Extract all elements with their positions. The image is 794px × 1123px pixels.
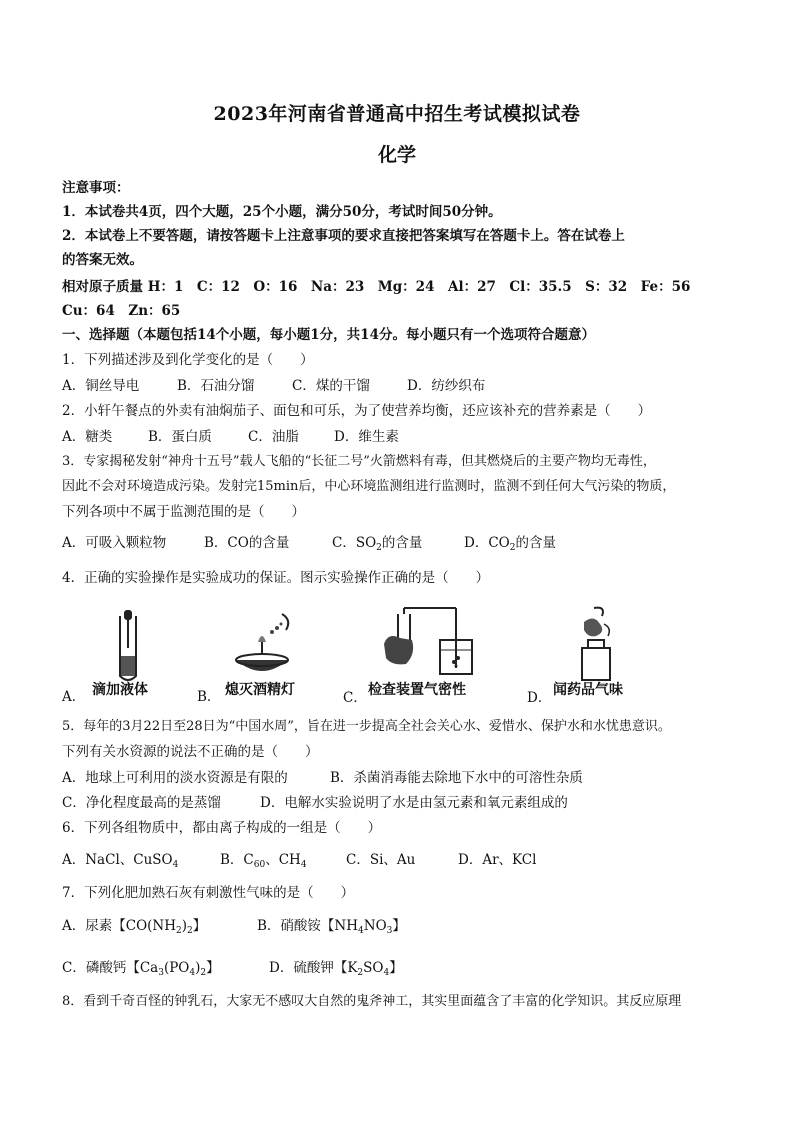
question-1-options [62,374,485,394]
figure-c-label: 检查装置气密性 [368,682,466,698]
section-heading: 一、选择题（本题包括14个小题，每小题1分，共14分。每小题只有一个选项符合题意） [62,327,595,343]
question-5-options-row-1 [62,766,583,786]
figure-b-letter: B． [197,689,221,705]
question-2-stem: 2．小轩午餐点的外卖有油焖茄子、面包和可乐，为了使营养均衡，还应该补充的营养素是（ ） [62,403,652,419]
figure-d-letter: D． [527,690,552,706]
question-7-options-row-2 [62,956,403,976]
option-d: D．电解水实验说明了水是由氢元素和氧元素组成的 [260,795,568,811]
figure-b-label: 熄灭酒精灯 [225,682,295,698]
option-a: A．地球上可利用的淡水资源是有限的 [62,770,288,786]
option-a: A．铜丝导电 [62,378,140,394]
option-d: D．Ar、KCl [458,852,537,868]
option-b: B．CO的含量 [204,535,290,551]
option-c: C．磷酸钙【$Ca_3(PO_4)_2$】 [62,960,220,978]
question-3-line-1: 3．专家揭秘发射“神舟十五号”载人飞船的“长征二号”火箭燃料有毒，但其燃烧后的主要产物均无毒性， [62,454,656,469]
option-c: C．$SO_2$的含量 [332,535,423,553]
atomic-mass-line-2: Cu：64 Zn：65 [62,303,181,319]
question-7-options-row-1 [62,914,406,934]
option-b: B．石油分馏 [177,378,255,394]
option-b: B．$C_{60}$、$CH_4$ [220,852,307,870]
question-6-stem: 6．下列各组物质中，都由离子构成的一组是（ ） [62,820,382,836]
note-2-line-2: 的答案无效。 [62,252,143,268]
figure-a-label: 滴加液体 [92,682,148,698]
option-b: B．杀菌消毒能去除地下水中的可溶性杂质 [330,770,583,786]
atomic-mass-line-1: 相对原子质量 H：1 C：12 O：16 Na：23 Mg：24 Al：27 Cl：35.5 S：32 Fe：56 [62,279,691,295]
option-a: A．糖类 [62,429,113,445]
option-a: A．尿素【$CO(NH_2)_2$】 [62,918,207,936]
question-5-line-1: 5．每年的3月22日至28日为“中国水周”，旨在进一步提高全社会关心水、爱惜水、保护水和水忧患意识。 [62,719,671,734]
figure-c-letter: C． [343,690,367,706]
figure-a-letter: A． [62,689,86,705]
option-a: A．可吸入颗粒物 [62,535,167,551]
option-c: C．煤的干馏 [292,378,370,394]
option-c: C．Si、Au [346,852,416,868]
notes-heading: 注意事项： [62,180,130,196]
question-6-options [62,848,536,868]
question-3-options [62,531,556,551]
question-3-line-3: 下列各项中不属于监测范围的是（ ） [62,504,305,520]
question-1-stem: 1．下列描述涉及到化学变化的是（ ） [62,352,314,368]
question-7-stem: 7．下列化肥加熟石灰有刺激性气味的是（ ） [62,885,355,901]
subject-title: 化学 [377,144,416,166]
question-8-line-1: 8．看到千奇百怪的钟乳石，大家无不感叹大自然的鬼斧神工，其实里面蕴含了丰富的化学知识。其反应原理 [62,994,682,1009]
option-c: C．净化程度最高的是蒸馏 [62,795,221,811]
exam-title: 2023年河南省普通高中招生考试模拟试卷 [213,103,581,125]
option-b: B．蛋白质 [148,429,212,445]
question-5-options-row-2 [62,791,568,811]
option-a: A．NaCl、CuSO$_4$ [62,852,179,870]
option-b: B．硝酸铵【$NH_4NO_3$】 [257,918,406,936]
question-4-stem: 4．正确的实验操作是实验成功的保证。图示实验操作正确的是（ ） [62,570,490,586]
question-5-line-2: 下列有关水资源的说法不正确的是（ ） [62,744,319,760]
question-2-options [62,425,399,445]
note-1: 1．本试卷共4页，四个大题，25个小题，满分50分，考试时间50分钟。 [62,204,502,220]
figure-d-label: 闻药品气味 [553,682,623,698]
option-d: D．维生素 [334,429,399,445]
option-d: D．硫酸钾【$K_2SO_4$】 [269,960,403,978]
option-d: D．纺纱织布 [407,378,486,394]
note-2-line-1: 2．本试卷上不要答题，请按答题卡上注意事项的要求直接把答案填写在答题卡上。答在试卷上 [62,228,625,244]
option-d: D．$CO_2$的含量 [464,535,556,553]
question-3-line-2: 因此不会对环境造成污染。发射完15min后，中心环境监测组进行监测时，监测不到任何大气污染的物质， [62,479,676,494]
option-c: C．油脂 [248,429,299,445]
